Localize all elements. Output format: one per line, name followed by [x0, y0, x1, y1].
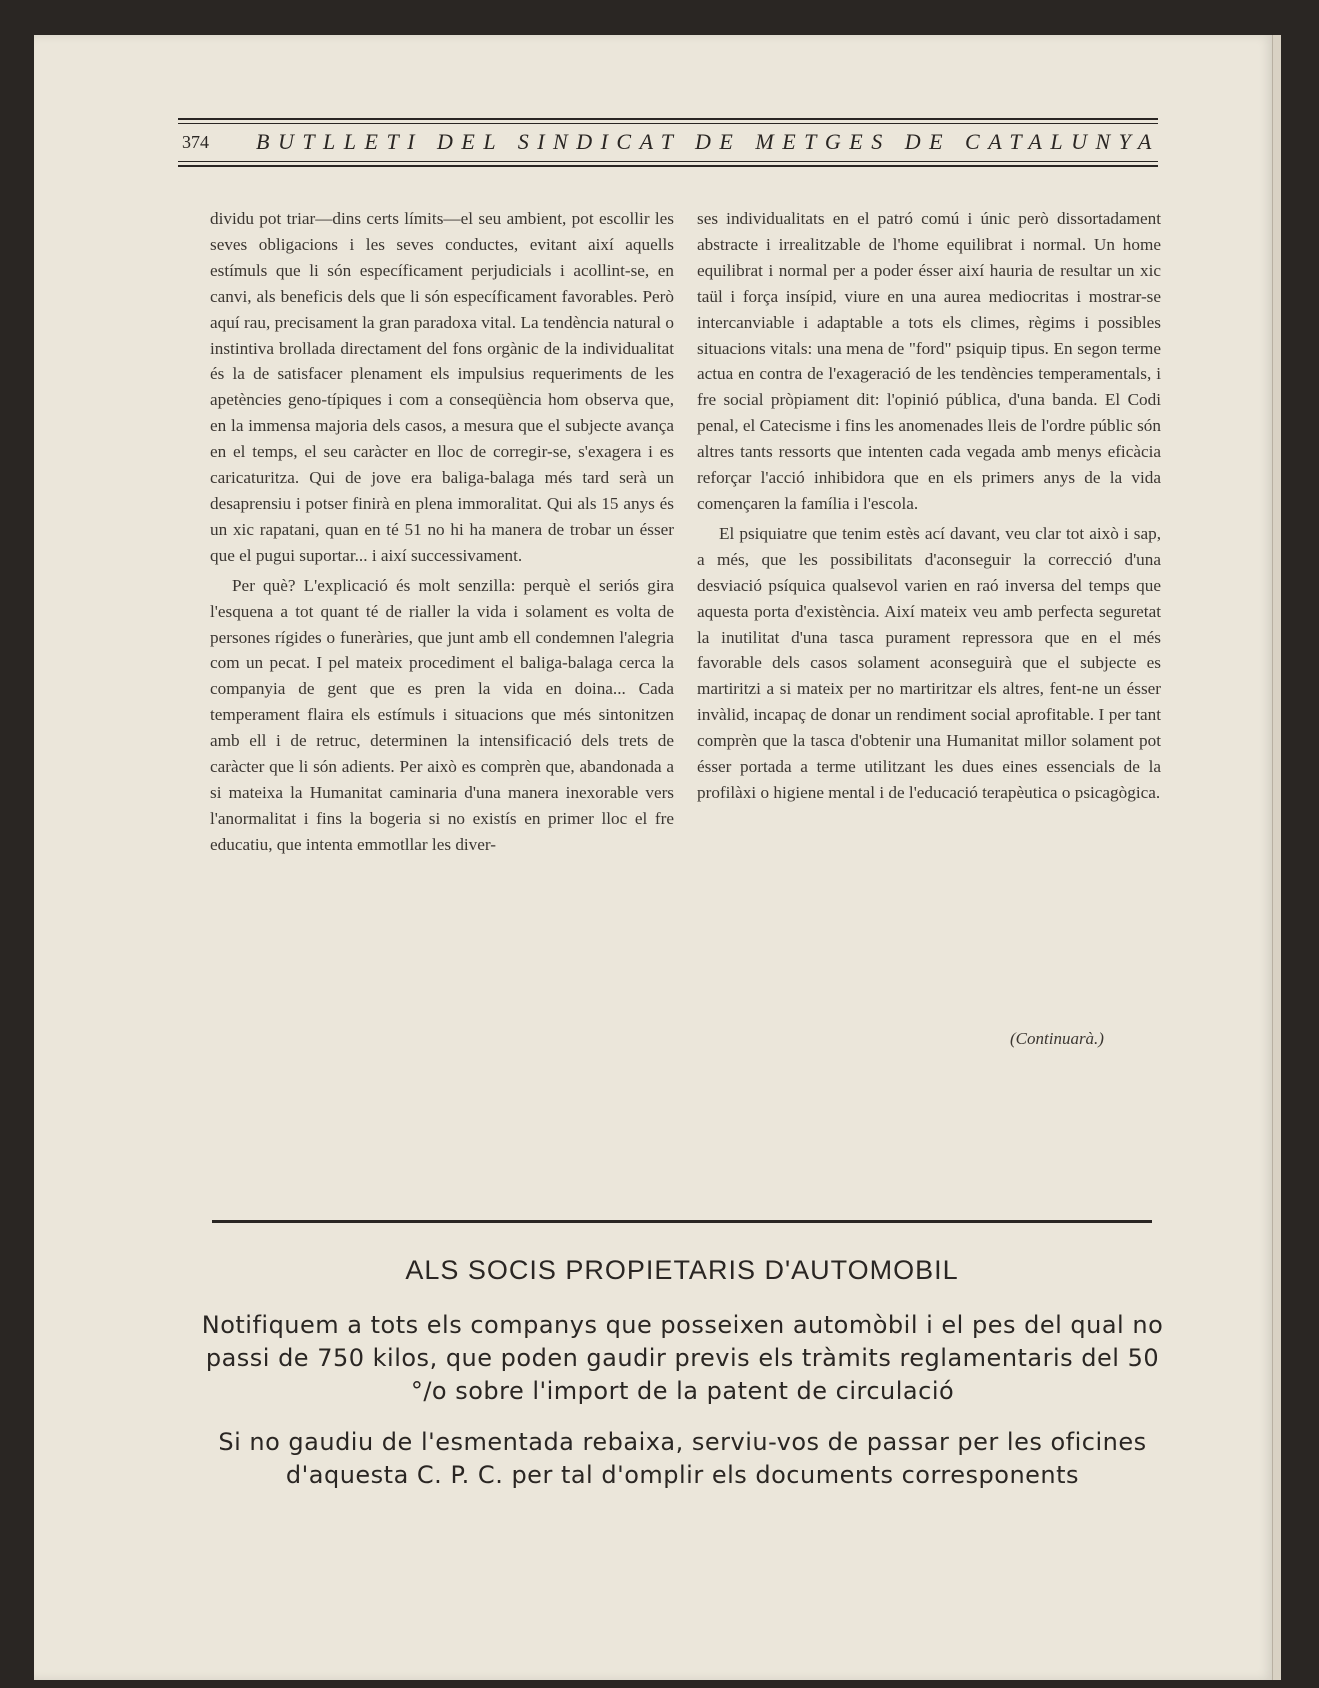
continuation-note: (Continuarà.)	[1010, 1029, 1104, 1048]
article-paragraph: Per què? L'explicació és molt senzilla: perquè el seriós gira l'esquena a tot quant té de rialler la vida i solament es volta de persones rígides o funeràries, que junt amb ell condemnen l'alegria com un pecat. I pel mateix procediment el baliga-balaga cerca la companyia de gent que es pren la vida en doina... Cada temperament flaira els estímuls i situacions que més sintonitzen amb ell i de retruc, determinen la intensificació dels trets de caràcter que li són adients. Per això es comprèn que, abandonada a si mateixa la Humanitat caminaria d'una manera inexorable vers l'anormalitat i fins la bogeria si no existís en primer lloc el fre educatiu, que intenta emmotllar les diver-	[210, 575, 674, 854]
header-rule-bottom-thin	[178, 161, 1158, 162]
notice-paragraph-offices: Si no gaudiu de l'esmentada rebaixa, serviu-vos de passar per les oficines d'aquesta C. P. C. per tal d'omplir els documents corresponents	[218, 1428, 1147, 1489]
article-column-right	[697, 206, 1161, 806]
notice-title: ALS SOCIS PROPIETARIS D'AUTOMOBIL	[405, 1255, 959, 1285]
article-paragraph: dividu pot triar—dins certs límits—el seu ambient, pot escollir les seves obligacions i les seves conductes, evitant així aquells estímuls que li són específicament perjudicials i acollint-se, en canvi, als beneficis dels que li són específicament favorables. Però aquí rau, precisament la gran paradoxa vital. La tendència natural o instintiva brollada directament del fons orgànic de la individualitat és la de satisfacer plenament els impulsius requeriments de les apetències geno-típiques i com a conseqüència hom observa que, en la immensa majoria dels casos, a mesura que el subjecte avança en el temps, el seu caràcter en lloc de corregir-se, s'exagera i es caricaturitza. Qui de jove era baliga-balaga més tard serà un desaprensiu i potser finirà en plena immoralitat. Qui als 15 anys és un xic rapatani, quan en té 51 no hi ha manera de trobar un ésser que el pugui suportar... i així successivament.	[210, 209, 674, 565]
article-column-left	[210, 206, 674, 858]
notice-paragraph-discount: Notifiquem a tots els companys que posseixen automòbil i el pes del qual no passi de 750 kilos, que poden gaudir previs els tràmits reglamentaris del 50 °/o sobre l'import de la patent de circulació	[201, 1311, 1164, 1405]
page-edge	[1272, 35, 1281, 1680]
header-rule-bottom	[178, 165, 1158, 167]
article-paragraph: El psiquiatre que tenim estès ací davant, veu clar tot això i sap, a més, que les possibilitats d'aconseguir la correcció d'una desviació psíquica qualsevol varien en raó inversa del temps que aquesta porta d'existència. Així mateix veu amb perfecta seguretat la inutilitat d'una tasca purament repressora que en el més favorable dels casos solament aconseguirà que el subjecte es martiritzi a si mateix per no martiritzar els altres, fent-ne un ésser invàlid, incapaç de donar un rendiment social aprofitable. I per tant comprèn que la tasca d'obtenir una Humanitat millor solament pot ésser portada a terme utilitzant les dues eines essencials de la profilàxi o higiene mental i de l'educació terapèutica o psicagògica.	[697, 523, 1161, 802]
page-number: 374	[182, 132, 209, 152]
article-paragraph: ses individualitats en el patró comú i únic però dissortadament abstracte i irrealitzable de l'home equilibrat i normal. Un home equilibrat i normal per a poder ésser així hauria de resultar un xic taül i força insípid, viure en una aurea mediocritas i mostrar-se intercanviable i adaptable a tots els climes, règims i possibles situacions vitals: una mena de "ford" psiquip tipus. En segon terme actua en contra de l'exageració de les tendències temperamentals, i fre social pròpiament dit: l'opinió pública, d'una banda. El Codi penal, el Catecisme i fins les anomenades lleis de l'ordre públic són altres tants ressorts que intenten cada vegada amb menys eficàcia reforçar l'acció inhibidora que en els primers anys de la vida començaren la família i l'escola.	[697, 209, 1161, 513]
notice-divider	[212, 1220, 1152, 1223]
header-rule-top	[178, 118, 1158, 120]
journal-title: BUTLLETI DEL SINDICAT DE METGES DE CATALUNYA	[256, 129, 1160, 154]
header-rule-top-thin	[178, 123, 1158, 124]
